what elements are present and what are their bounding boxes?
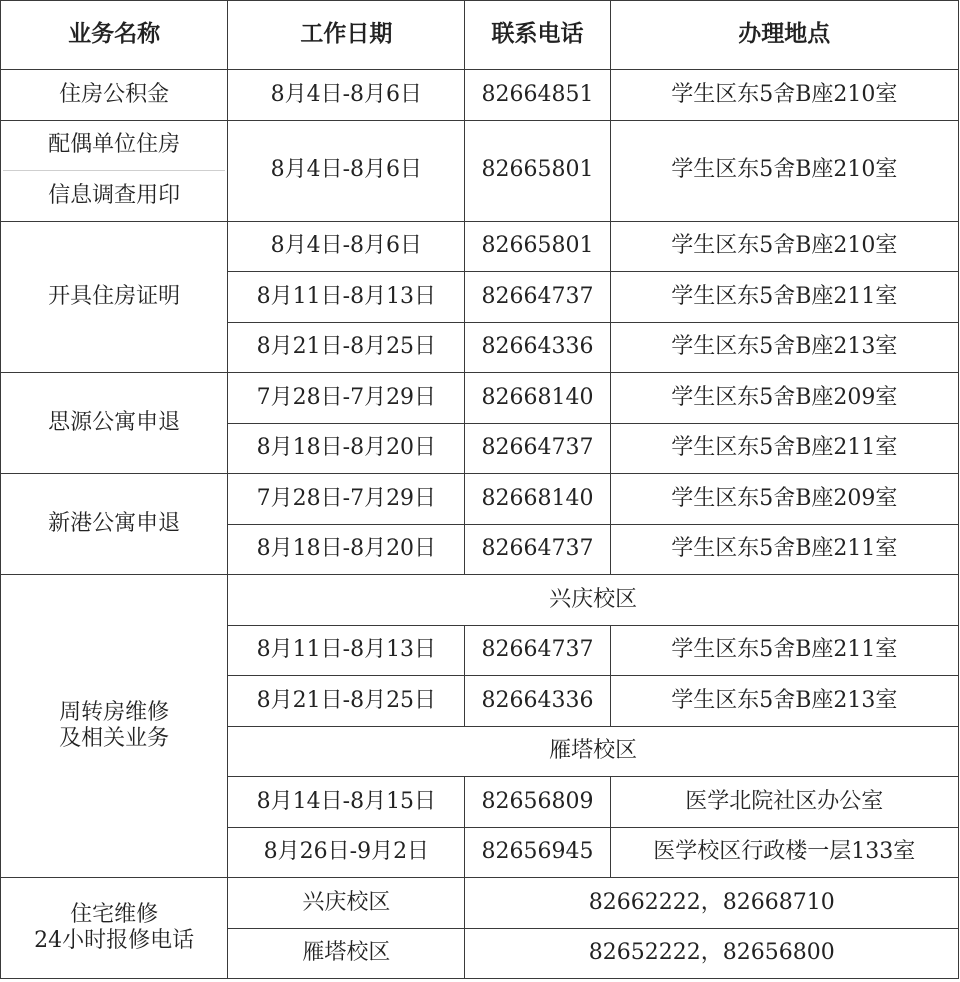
location: 学生区东5舍B座209室 (610, 373, 958, 424)
work-date: 8月4日-8月6日 (228, 70, 465, 121)
location: 学生区东5舍B座210室 (610, 120, 958, 221)
business-name-line: 配偶单位住房 (3, 132, 225, 171)
business-name: 新港公寓申退 (1, 474, 228, 575)
table-row (1, 120, 959, 221)
phone-number: 82664737 (465, 423, 610, 474)
campus-heading: 兴庆校区 (228, 575, 959, 626)
business-name (1, 878, 228, 979)
work-date: 8月11日-8月13日 (228, 272, 465, 323)
business-name: 开具住房证明 (1, 221, 228, 373)
phone-number: 82664737 (465, 272, 610, 323)
work-date: 8月26日-9月2日 (228, 827, 465, 878)
work-date: 7月28日-7月29日 (228, 474, 465, 525)
phone-number: 82664737 (465, 524, 610, 575)
business-name (1, 575, 228, 878)
phone-number: 82664336 (465, 676, 610, 727)
header-phone: 联系电话 (465, 1, 610, 70)
phone-number: 82664336 (465, 322, 610, 373)
work-date: 8月11日-8月13日 (228, 625, 465, 676)
location: 学生区东5舍B座213室 (610, 676, 958, 727)
business-name-line: 及相关业务 (59, 726, 170, 751)
header-row (1, 1, 959, 70)
location: 学生区东5舍B座211室 (610, 625, 958, 676)
work-date: 7月28日-7月29日 (228, 373, 465, 424)
campus-name: 兴庆校区 (228, 878, 465, 929)
work-date: 8月4日-8月6日 (228, 221, 465, 272)
table-row (1, 373, 959, 424)
campus-name: 雁塔校区 (228, 928, 465, 979)
work-date: 8月4日-8月6日 (228, 120, 465, 221)
header-work-date: 工作日期 (228, 1, 465, 70)
hotline-numbers: 82662222，82668710 (465, 878, 959, 929)
phone-number: 82665801 (465, 120, 610, 221)
business-name-line: 周转房维修 (59, 699, 170, 725)
location: 学生区东5舍B座211室 (610, 524, 958, 575)
phone-number: 82664851 (465, 70, 610, 121)
header-business-name: 业务名称 (1, 1, 228, 70)
location: 学生区东5舍B座211室 (610, 423, 958, 474)
phone-number: 82668140 (465, 373, 610, 424)
table-row (1, 474, 959, 525)
business-name-line: 住宅维修 (70, 901, 159, 927)
work-date: 8月21日-8月25日 (228, 676, 465, 727)
campus-heading: 雁塔校区 (228, 726, 959, 777)
work-date: 8月18日-8月20日 (228, 524, 465, 575)
location: 医学校区行政楼一层133室 (610, 827, 958, 878)
business-name: 思源公寓申退 (1, 373, 228, 474)
location: 学生区东5舍B座209室 (610, 474, 958, 525)
location: 医学北院社区办公室 (610, 777, 958, 828)
phone-number: 82664737 (465, 625, 610, 676)
phone-number: 82656809 (465, 777, 610, 828)
location: 学生区东5舍B座210室 (610, 70, 958, 121)
work-date: 8月18日-8月20日 (228, 423, 465, 474)
table-row (1, 221, 959, 272)
table-row (1, 70, 959, 121)
table-row (1, 878, 959, 929)
business-name: 住房公积金 (1, 70, 228, 121)
location: 学生区东5舍B座210室 (610, 221, 958, 272)
header-location: 办理地点 (610, 1, 958, 70)
hotline-numbers: 82652222，82656800 (465, 928, 959, 979)
table-row (1, 575, 959, 626)
business-name-line: 信息调查用印 (48, 183, 181, 208)
business-name-line: 24小时报修电话 (34, 928, 195, 953)
location: 学生区东5舍B座211室 (610, 272, 958, 323)
phone-number: 82668140 (465, 474, 610, 525)
phone-number: 82665801 (465, 221, 610, 272)
work-date: 8月14日-8月15日 (228, 777, 465, 828)
location: 学生区东5舍B座213室 (610, 322, 958, 373)
work-date: 8月21日-8月25日 (228, 322, 465, 373)
business-name (1, 120, 228, 221)
phone-number: 82656945 (465, 827, 610, 878)
